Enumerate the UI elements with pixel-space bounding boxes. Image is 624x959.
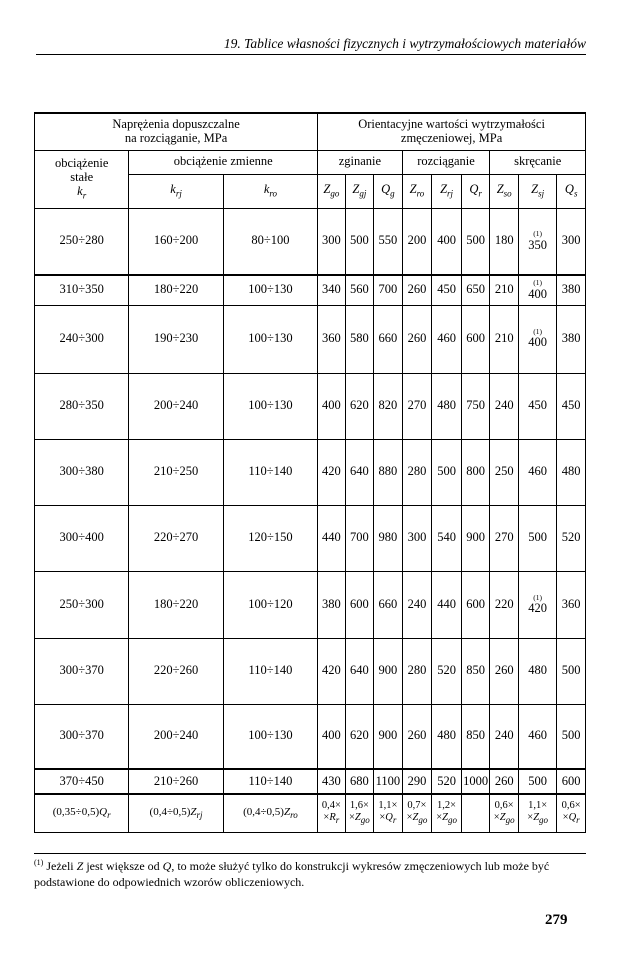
formula-cell: 0,6× $\times Z_{go}$: [490, 794, 519, 832]
formula-cell: 0,7× $\times Z_{go}$: [402, 794, 432, 832]
symbol-header-10: $Q_s$: [557, 174, 586, 208]
table-cell: 480: [557, 439, 586, 505]
formula-cell: 1,6× $\times Z_{go}$: [345, 794, 374, 832]
table-cell: 180: [490, 208, 519, 275]
table-row: [35, 769, 586, 794]
footnote-marker: (1): [533, 327, 543, 336]
strength-table: [34, 112, 586, 833]
table-cell: 450: [518, 373, 556, 439]
symbol-header-0: $k_{rj}$: [129, 174, 223, 208]
table-cell: 100÷120: [223, 571, 317, 638]
table-cell: 800: [461, 439, 490, 505]
table-row: [35, 305, 586, 373]
table-cell: 560: [345, 275, 374, 305]
table-cell: 850: [461, 704, 490, 769]
symbol-header-4: $Q_g$: [374, 174, 403, 208]
table-cell: 580: [345, 305, 374, 373]
table-cell: 500: [557, 638, 586, 704]
symbol-header-9: $Z_{sj}$: [518, 174, 556, 208]
table-cell: 80÷100: [223, 208, 317, 275]
table-cell: 850: [461, 638, 490, 704]
table-cell: 600: [557, 769, 586, 794]
table-cell: 500: [461, 208, 490, 275]
table-cell: 220÷260: [129, 638, 223, 704]
allowable-stress-header: Naprężenia dopuszczalne na rozciąganie, MPa: [35, 113, 318, 150]
table-cell: 210÷260: [129, 769, 223, 794]
table-cell: 620: [345, 704, 374, 769]
table-cell: 240÷300: [35, 305, 129, 373]
table-cell: 100÷130: [223, 275, 317, 305]
table-cell: 280: [402, 439, 432, 505]
table-cell: 880: [374, 439, 403, 505]
table-cell: 260: [490, 769, 519, 794]
table-cell: 250÷280: [35, 208, 129, 275]
table-cell: 700: [374, 275, 403, 305]
table-cell: 190÷230: [129, 305, 223, 373]
table-cell: 280: [402, 638, 432, 704]
table-cell: 420: [318, 439, 345, 505]
table-cell: 200÷240: [129, 373, 223, 439]
table-row: [35, 208, 586, 275]
table-cell: 640: [345, 638, 374, 704]
table-cell: 260: [402, 305, 432, 373]
running-header: 19. Tablice własności fizycznych i wytrzymałościowych materiałów: [223, 36, 586, 51]
table-row: [35, 373, 586, 439]
table-cell: 250÷300: [35, 571, 129, 638]
table-cell: 300÷380: [35, 439, 129, 505]
table-cell: 250: [490, 439, 519, 505]
table-cell: 640: [345, 439, 374, 505]
table-cell: 520: [432, 769, 462, 794]
table-cell: 280÷350: [35, 373, 129, 439]
footnote-rule: [34, 853, 586, 854]
table-cell: 210: [490, 305, 519, 373]
table-row: [35, 638, 586, 704]
symbol-header-3: $Z_{gj}$: [345, 174, 374, 208]
table-cell: 980: [374, 505, 403, 571]
table-cell: 360: [318, 305, 345, 373]
torsion-header: skręcanie: [490, 150, 586, 174]
table-cell: 310÷350: [35, 275, 129, 305]
page-number: 279: [545, 912, 568, 928]
table-cell: 210÷250: [129, 439, 223, 505]
formula-row: [35, 794, 586, 832]
table-cell: 180÷220: [129, 571, 223, 638]
table-cell: 120÷150: [223, 505, 317, 571]
table-cell: 480: [432, 704, 462, 769]
table-cell: 1100: [374, 769, 403, 794]
bending-header: zginanie: [318, 150, 403, 174]
table-cell: 240: [490, 704, 519, 769]
table-cell: 300÷400: [35, 505, 129, 571]
footnote-marker: (1): [533, 592, 543, 602]
formula-cell: 0,6× $\times Q_r$: [557, 794, 586, 832]
table-cell: 260: [402, 275, 432, 305]
table-cell: 460: [432, 305, 462, 373]
formula-cell: 1,1× $\times Z_{go}$: [518, 794, 556, 832]
table-cell: 160÷200: [129, 208, 223, 275]
table-cell: 900: [461, 505, 490, 571]
symbol-header-8: $Z_{so}$: [490, 174, 519, 208]
table-cell: 270: [490, 505, 519, 571]
formula-cell: $(0,4\div 0,5)Z_{ro}$: [223, 794, 317, 832]
table-cell: 680: [345, 769, 374, 794]
table-cell: 260: [402, 704, 432, 769]
table-cell: 110÷140: [223, 769, 317, 794]
symbol-header-2: $Z_{go}$: [318, 174, 345, 208]
table-cell: 300: [557, 208, 586, 275]
table-cell: 380: [318, 571, 345, 638]
table-cell: 450: [557, 373, 586, 439]
fatigue-strength-header: Orientacyjne wartości wytrzymałości zmęczeniowej, MPa: [318, 113, 586, 150]
table-cell: 480: [518, 638, 556, 704]
table-cell: 100÷130: [223, 704, 317, 769]
table-cell: 550: [374, 208, 403, 275]
table-cell: 290: [402, 769, 432, 794]
variable-load-header: obciążenie zmienne: [129, 150, 318, 174]
table-cell: 520: [557, 505, 586, 571]
table-cell: (1) 420: [518, 571, 556, 638]
table-cell: 430: [318, 769, 345, 794]
table-cell: 540: [432, 505, 462, 571]
table-cell: (1) 400: [518, 275, 556, 305]
table-cell: 900: [374, 704, 403, 769]
formula-cell: $(0,4\div 0,5)Z_{rj}$: [129, 794, 223, 832]
table-cell: 220: [490, 571, 519, 638]
table-cell: 300÷370: [35, 704, 129, 769]
table-cell: 440: [318, 505, 345, 571]
table-cell: 400: [318, 373, 345, 439]
table-cell: 750: [461, 373, 490, 439]
table-row: [35, 704, 586, 769]
table-cell: 100÷130: [223, 305, 317, 373]
table-cell: 360: [557, 571, 586, 638]
table-cell: 1000: [461, 769, 490, 794]
table-cell: 650: [461, 275, 490, 305]
table-cell: 500: [557, 704, 586, 769]
table-row: [35, 275, 586, 305]
table-cell: 210: [490, 275, 519, 305]
table-cell: 270: [402, 373, 432, 439]
symbol-header-5: $Z_{ro}$: [402, 174, 432, 208]
table-cell: 200÷240: [129, 704, 223, 769]
formula-cell: [461, 794, 490, 832]
table-cell: 420: [318, 638, 345, 704]
table-cell: 400: [318, 704, 345, 769]
table-cell: 500: [518, 505, 556, 571]
table-cell: 380: [557, 305, 586, 373]
table-cell: 480: [432, 373, 462, 439]
table-cell: 600: [345, 571, 374, 638]
table-cell: 100÷130: [223, 373, 317, 439]
table-row: [35, 505, 586, 571]
table-cell: 600: [461, 571, 490, 638]
static-load-header: obciążenie stałe $k_r$: [35, 150, 129, 208]
table-cell: 260: [490, 638, 519, 704]
table-cell: 450: [432, 275, 462, 305]
table-cell: 220÷270: [129, 505, 223, 571]
table-row: [35, 439, 586, 505]
table-cell: 700: [345, 505, 374, 571]
table-cell: 500: [432, 439, 462, 505]
table-cell: 370÷450: [35, 769, 129, 794]
table-row: [35, 571, 586, 638]
table-cell: 300÷370: [35, 638, 129, 704]
table-cell: 110÷140: [223, 439, 317, 505]
symbol-header-1: $k_{ro}$: [223, 174, 317, 208]
table-cell: 200: [402, 208, 432, 275]
symbol-header-6: $Z_{rj}$: [432, 174, 462, 208]
table-cell: 440: [432, 571, 462, 638]
formula-cell: 1,2× $\times Z_{go}$: [432, 794, 462, 832]
table-cell: 460: [518, 704, 556, 769]
table-cell: 300: [318, 208, 345, 275]
table-cell: 400: [432, 208, 462, 275]
table-cell: 620: [345, 373, 374, 439]
table-cell: (1) 400: [518, 305, 556, 373]
table-cell: 180÷220: [129, 275, 223, 305]
table-cell: 500: [345, 208, 374, 275]
formula-cell: 1,1× $\times Q_r$: [374, 794, 403, 832]
table-cell: 820: [374, 373, 403, 439]
table-cell: 660: [374, 305, 403, 373]
table-cell: (1) 350: [518, 208, 556, 275]
footnote-marker: (1): [533, 278, 543, 288]
formula-cell: $(0,35\div 0,5)Q_r$: [35, 794, 129, 832]
table-cell: 240: [490, 373, 519, 439]
table-cell: 600: [461, 305, 490, 373]
table-cell: 300: [402, 505, 432, 571]
table-cell: 340: [318, 275, 345, 305]
table-cell: 380: [557, 275, 586, 305]
symbol-header-7: $Q_r$: [461, 174, 490, 208]
table-cell: 660: [374, 571, 403, 638]
formula-cell: 0,4× $\times R_r$: [318, 794, 345, 832]
table-cell: 240: [402, 571, 432, 638]
tension-header: rozciąganie: [402, 150, 490, 174]
footnote: $^{(1)}$ Jeżeli Z jest większe od Q, to może służyć tylko do konstrukcji wykresów zmęczeniowych lub może być podstawione do odpowiednich wzorów obliczeniowych.: [34, 858, 550, 890]
header-rule: [36, 54, 586, 55]
table-cell: 520: [432, 638, 462, 704]
table-cell: 500: [518, 769, 556, 794]
table-cell: 110÷140: [223, 638, 317, 704]
footnote-marker: (1): [533, 229, 543, 239]
table-cell: 900: [374, 638, 403, 704]
table-cell: 460: [518, 439, 556, 505]
